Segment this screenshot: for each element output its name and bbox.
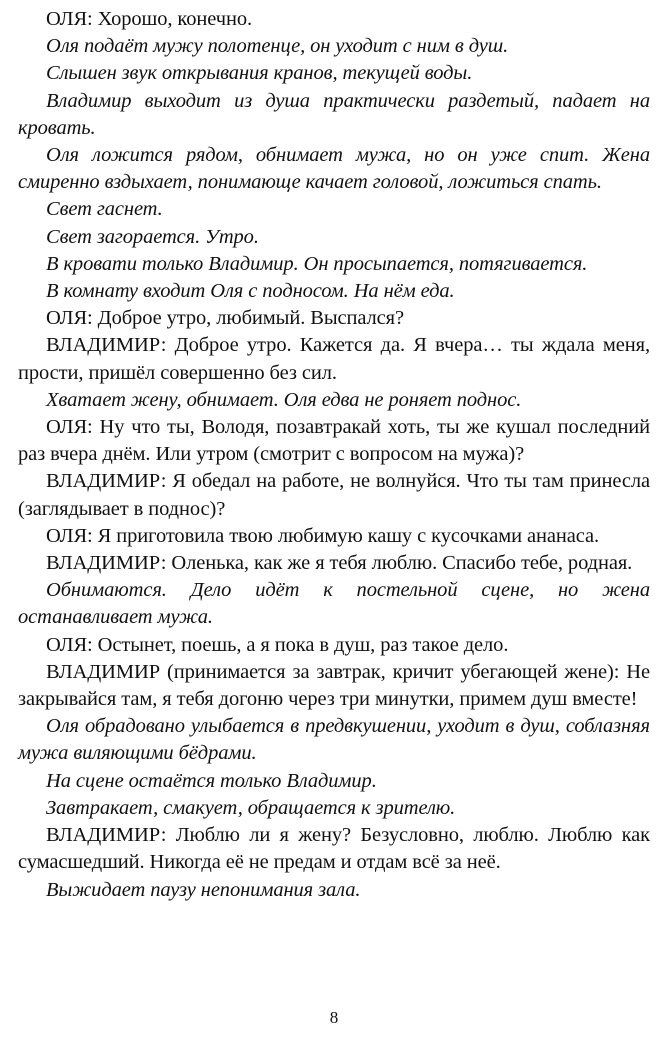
stage-direction: В комнату входит Оля с подносом. На нём еда. xyxy=(46,280,455,303)
dialogue-line: ОЛЯ: Я приготовила твою любимую кашу с кусочками ананаса. xyxy=(46,524,599,547)
stage-direction: Завтракает, смакует, обращается к зрителю. xyxy=(46,796,456,819)
dialogue-line: ОЛЯ: Хорошо, конечно. xyxy=(46,8,253,30)
dialogue-line: ОЛЯ: Доброе утро, любимый. Выспался? xyxy=(46,307,404,330)
dialogue-line: ВЛАДИМИР: Я обедал на работе, не волнуйся. Что ты там принесла (заглядывает в поднос)? xyxy=(18,470,650,520)
stage-direction: В кровати только Владимир. Он просыпается, потягивается. xyxy=(46,252,588,275)
stage-direction: Свет гаснет. xyxy=(46,198,163,221)
stage-direction: Оля обрадовано улыбается в предвкушении, уходит в душ, соблазняя мужа виляющими бёдрами. xyxy=(18,715,650,765)
stage-direction: Выжидает паузу непонимания зала. xyxy=(46,878,361,901)
stage-direction: На сцене остаётся только Владимир. xyxy=(46,769,377,792)
dialogue-line: ВЛАДИМИР (принимается за завтрак, кричит убегающей жене): Не закрывайся там, я тебя догоню через три минутки, примем душ вместе! xyxy=(18,660,650,711)
dialogue-line: ОЛЯ: Остынет, поешь, а я пока в душ, раз такое дело. xyxy=(46,633,509,656)
dialogue-line: ВЛАДИМИР: Оленька, как же я тебя люблю. Спасибо тебе, родная. xyxy=(46,552,633,575)
stage-direction: Слышен звук открывания кранов, текущей воды. xyxy=(46,62,473,85)
page-number: 8 xyxy=(329,1008,339,1027)
play-text-body xyxy=(18,6,650,904)
stage-direction: Свет загорается. Утро. xyxy=(46,225,259,248)
stage-direction: Владимир выходит из душа практически раздетый, падает на кровать. xyxy=(18,89,650,139)
dialogue-line: ВЛАДИМИР: Доброе утро. Кажется да. Я вчера… ты ждала меня, прости, пришёл совершенно без сил. xyxy=(18,334,650,384)
dialogue-line: ВЛАДИМИР: Люблю ли я жену? Безусловно, люблю. Люблю как сумасшедший. Никогда её не предам и отдам всё за неё. xyxy=(18,824,650,874)
dialogue-line: ОЛЯ: Ну что ты, Володя, позавтракай хоть, ты же кушал последний раз вчера днём. Или утром (смотрит с вопросом на мужа)? xyxy=(18,416,650,466)
stage-direction: Обнимаются. Дело идёт к постельной сцене, но жена останавливает мужа. xyxy=(18,579,650,629)
stage-direction: Хватает жену, обнимает. Оля едва не роняет поднос. xyxy=(46,388,522,411)
stage-direction: Оля подаёт мужу полотенце, он уходит с ним в душ. xyxy=(46,35,509,58)
stage-direction: Оля ложится рядом, обнимает мужа, но он уже спит. Жена смиренно вздыхает, понимающе качает головой, ложиться спать. xyxy=(18,144,650,194)
